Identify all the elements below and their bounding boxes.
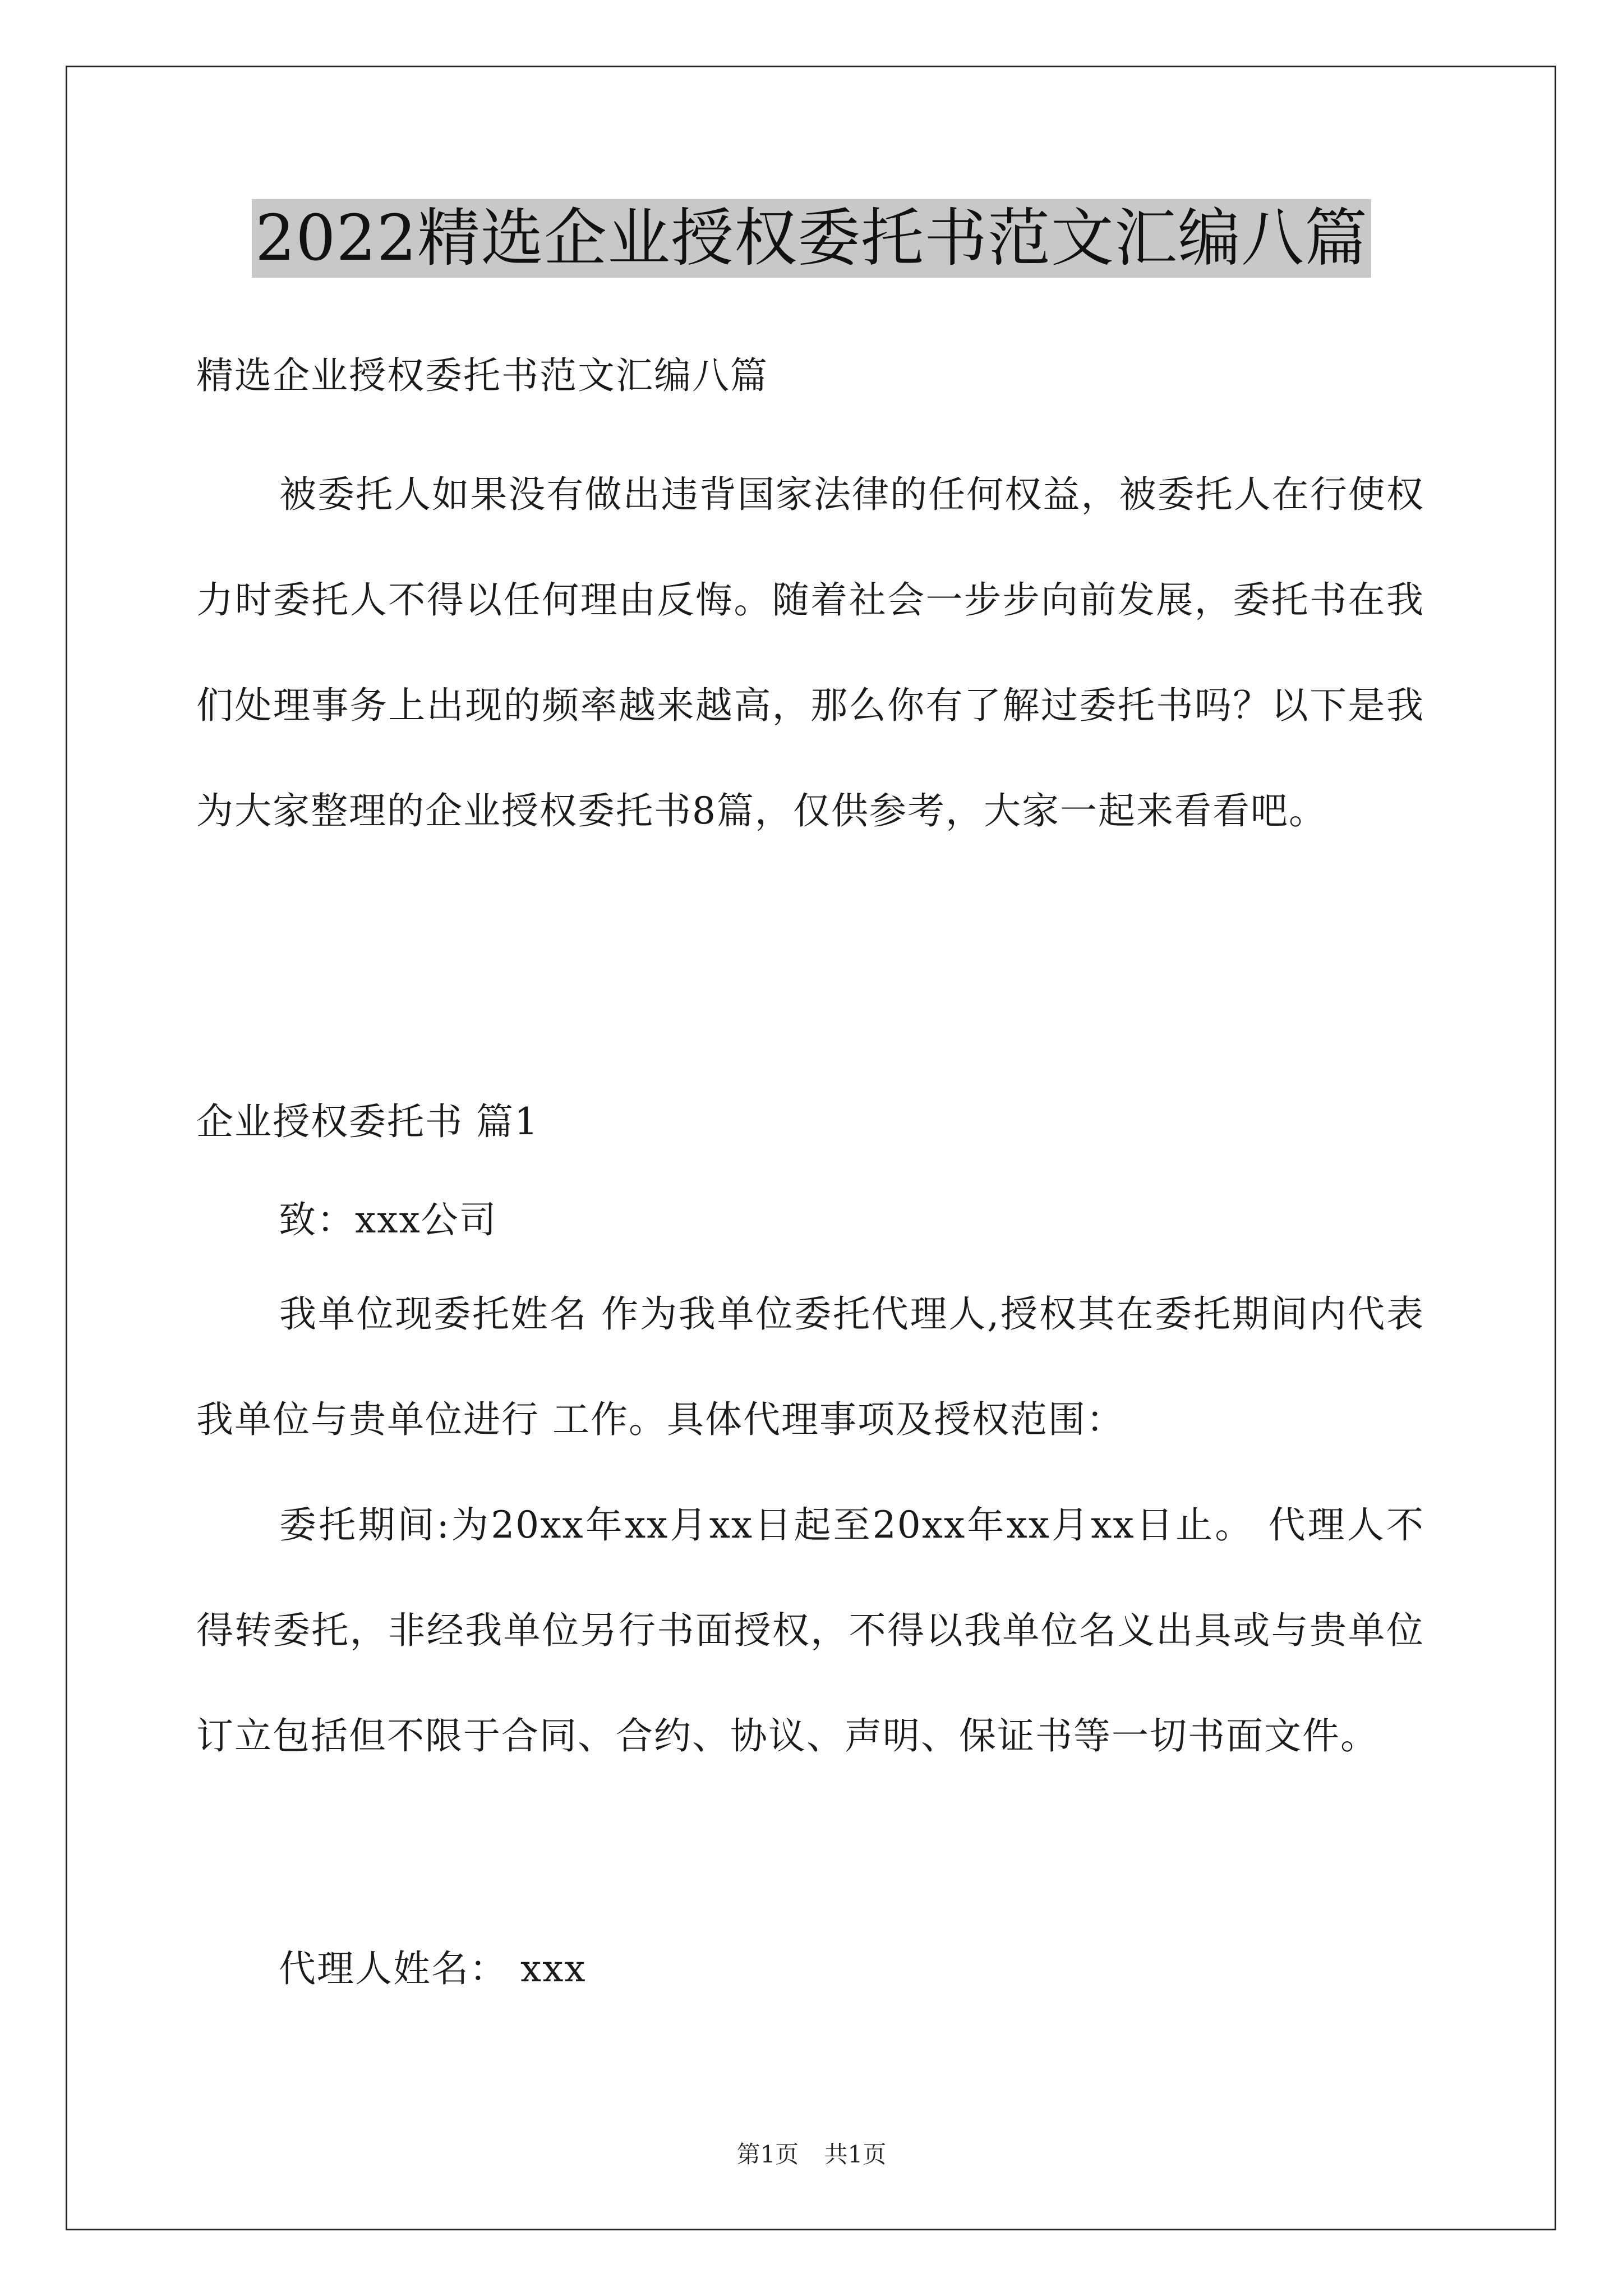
document-subtitle: 精选企业授权委托书范文汇编八篇 bbox=[196, 354, 768, 397]
section-heading: 企业授权委托书 篇1 bbox=[196, 1100, 539, 1143]
authorization-paragraph: 我单位现委托姓名 作为我单位委托代理人,授权其在委托期间内代表我单位与贵单位进行 工作。具体代理事项及授权范围： bbox=[196, 1292, 1424, 1441]
page-number: 第1页 bbox=[736, 2141, 799, 2168]
page-total: 共1页 bbox=[824, 2141, 887, 2168]
intro-paragraph: 被委托人如果没有做出违背国家法律的任何权益，被委托人在行使权力时委托人不得以任何理由反悔。随着社会一步步向前发展，委托书在我们处理事务上出现的频率越来越高，那么你有了解过委托书吗？以下是我为大家整理的企业授权委托书8篇，仅供参考，大家一起来看看吧。 bbox=[196, 473, 1424, 832]
page-footer bbox=[0, 2136, 1623, 2170]
agent-name-line: 代理人姓名： xxx bbox=[279, 1947, 587, 1990]
document-title: 2022精选企业授权委托书范文汇编八篇 bbox=[252, 199, 1371, 278]
term-paragraph: 委托期间:为20xx年xx月xx日起至20xx年xx月xx日止。 代理人不得转委托，非经我单位另行书面授权，不得以我单位名义出具或与贵单位订立包括但不限于合同、合约、协议、声明、保证书等一切书面文件。 bbox=[196, 1503, 1424, 1757]
title-container bbox=[0, 199, 1623, 278]
recipient-line: 致：xxx公司 bbox=[279, 1198, 497, 1241]
